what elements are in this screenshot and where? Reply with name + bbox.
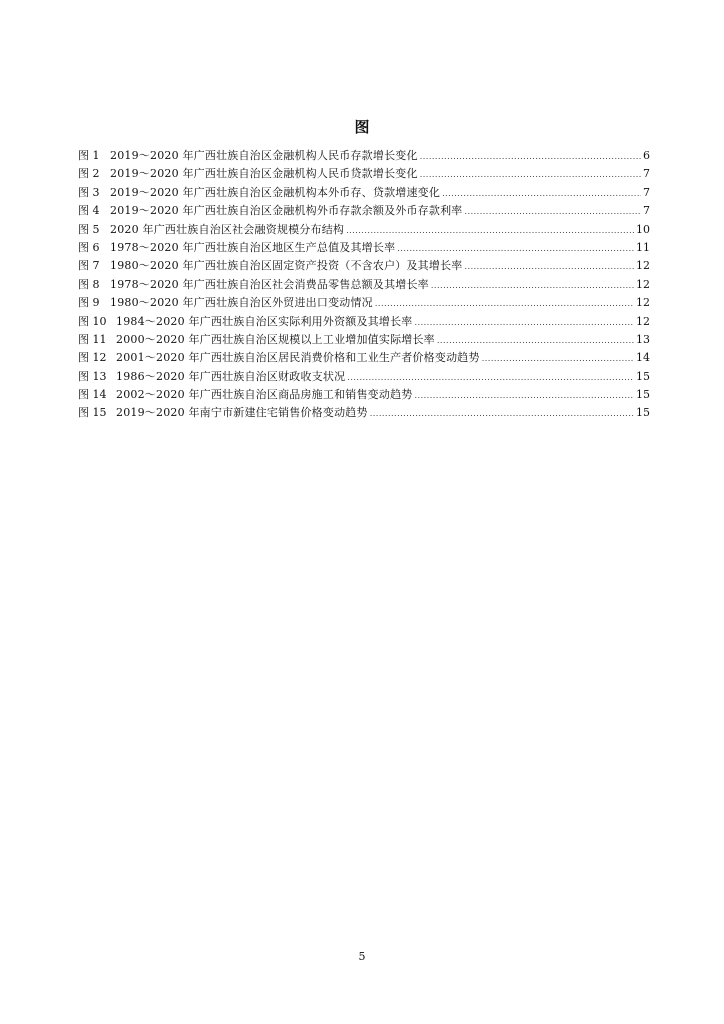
toc-entry-label: 图 11 (78, 332, 107, 346)
dot-leader (482, 350, 634, 368)
toc-entry-caption: 2019～2020 年南宁市新建住宅销售价格变动趋势 (116, 406, 368, 420)
toc-entry[interactable] (78, 202, 650, 220)
toc-entry-page: 12 (636, 259, 650, 273)
toc-entry-caption: 2000～2020 年广西壮族自治区规模以上工业增加值实际增长率 (116, 332, 435, 346)
toc-entry-caption: 2019～2020 年广西壮族自治区金融机构人民币贷款增长变化 (110, 167, 418, 181)
page-title: 图 (354, 118, 370, 136)
toc-entry-label: 图 10 (78, 314, 107, 328)
dot-leader (414, 387, 634, 405)
dot-leader (442, 185, 641, 203)
toc-entry-page: 13 (636, 332, 650, 346)
toc-entry-page: 12 (636, 314, 650, 328)
toc-entry[interactable] (78, 368, 650, 386)
toc-entry-label: 图 6 (78, 240, 100, 254)
toc-entry-page: 12 (636, 296, 650, 310)
toc-entry[interactable] (78, 331, 650, 349)
toc-entry-label: 图 15 (78, 406, 107, 420)
toc-entry-page: 10 (636, 222, 650, 236)
figure-list (78, 147, 650, 423)
toc-entry-caption: 2002～2020 年广西壮族自治区商品房施工和销售变动趋势 (116, 388, 413, 402)
toc-entry-label: 图 12 (78, 351, 107, 365)
dot-leader (437, 332, 634, 350)
toc-entry-caption: 1978～2020 年广西壮族自治区社会消费品零售总额及其增长率 (110, 277, 429, 291)
toc-entry-label: 图 4 (78, 204, 100, 218)
dot-leader (375, 295, 634, 313)
toc-entry-page: 15 (636, 388, 650, 402)
dot-leader (464, 258, 634, 276)
toc-entry-caption: 2019～2020 年广西壮族自治区金融机构本外币存、贷款增速变化 (110, 185, 441, 199)
toc-entry-label: 图 7 (78, 259, 100, 273)
toc-entry-page: 14 (636, 351, 650, 365)
toc-entry[interactable] (78, 257, 650, 275)
dot-leader (464, 203, 641, 221)
toc-entry-page: 7 (643, 185, 650, 199)
toc-entry[interactable] (78, 147, 650, 165)
toc-entry-label: 图 2 (78, 167, 100, 181)
toc-entry-label: 图 8 (78, 277, 100, 291)
toc-entry-page: 7 (643, 167, 650, 181)
page-number: 5 (358, 950, 366, 963)
toc-entry-label: 图 5 (78, 222, 100, 236)
toc-entry-label: 图 9 (78, 296, 100, 310)
toc-entry-label: 图 1 (78, 149, 100, 162)
toc-entry-page: 12 (636, 277, 650, 291)
toc-entry[interactable] (78, 349, 650, 367)
toc-entry-page: 11 (636, 240, 650, 254)
toc-entry-caption: 1978～2020 年广西壮族自治区地区生产总值及其增长率 (110, 240, 396, 254)
toc-entry-page: 15 (636, 406, 650, 420)
toc-entry-page: 15 (636, 369, 650, 383)
toc-entry[interactable] (78, 404, 650, 422)
toc-entry[interactable] (78, 313, 650, 331)
toc-entry[interactable] (78, 184, 650, 202)
toc-entry[interactable] (78, 386, 650, 404)
toc-entry-page: 6 (643, 149, 650, 162)
toc-entry[interactable] (78, 165, 650, 183)
toc-entry-label: 图 14 (78, 388, 107, 402)
toc-entry-caption: 1986～2020 年广西壮族自治区财政收支状况 (116, 369, 346, 383)
toc-entry-page: 7 (643, 204, 650, 218)
dot-leader (431, 277, 634, 295)
toc-entry-caption: 1980～2020 年广西壮族自治区外贸进出口变动情况 (110, 296, 373, 310)
toc-entry[interactable] (78, 294, 650, 312)
dot-leader (347, 369, 634, 387)
toc-entry[interactable] (78, 221, 650, 239)
dot-leader (420, 148, 641, 166)
toc-entry-caption: 1980～2020 年广西壮族自治区固定资产投资（不含农户）及其增长率 (110, 259, 463, 273)
dot-leader (370, 405, 634, 423)
toc-entry-caption: 1984～2020 年广西壮族自治区实际利用外资额及其增长率 (116, 314, 413, 328)
toc-entry-label: 图 13 (78, 369, 107, 383)
toc-entry-caption: 2020 年广西壮族自治区社会融资规模分布结构 (110, 222, 345, 236)
toc-entry-caption: 2001～2020 年广西壮族自治区居民消费价格和工业生产者价格变动趋势 (116, 351, 480, 365)
dot-leader (397, 240, 634, 258)
dot-leader (346, 222, 634, 240)
toc-entry[interactable] (78, 276, 650, 294)
toc-entry-caption: 2019～2020 年广西壮族自治区金融机构外币存款余额及外币存款利率 (110, 204, 463, 218)
toc-entry-label: 图 3 (78, 185, 100, 199)
dot-leader (420, 166, 641, 184)
toc-entry-caption: 2019～2020 年广西壮族自治区金融机构人民币存款增长变化 (110, 149, 418, 162)
toc-entry[interactable] (78, 239, 650, 257)
dot-leader (414, 314, 634, 332)
